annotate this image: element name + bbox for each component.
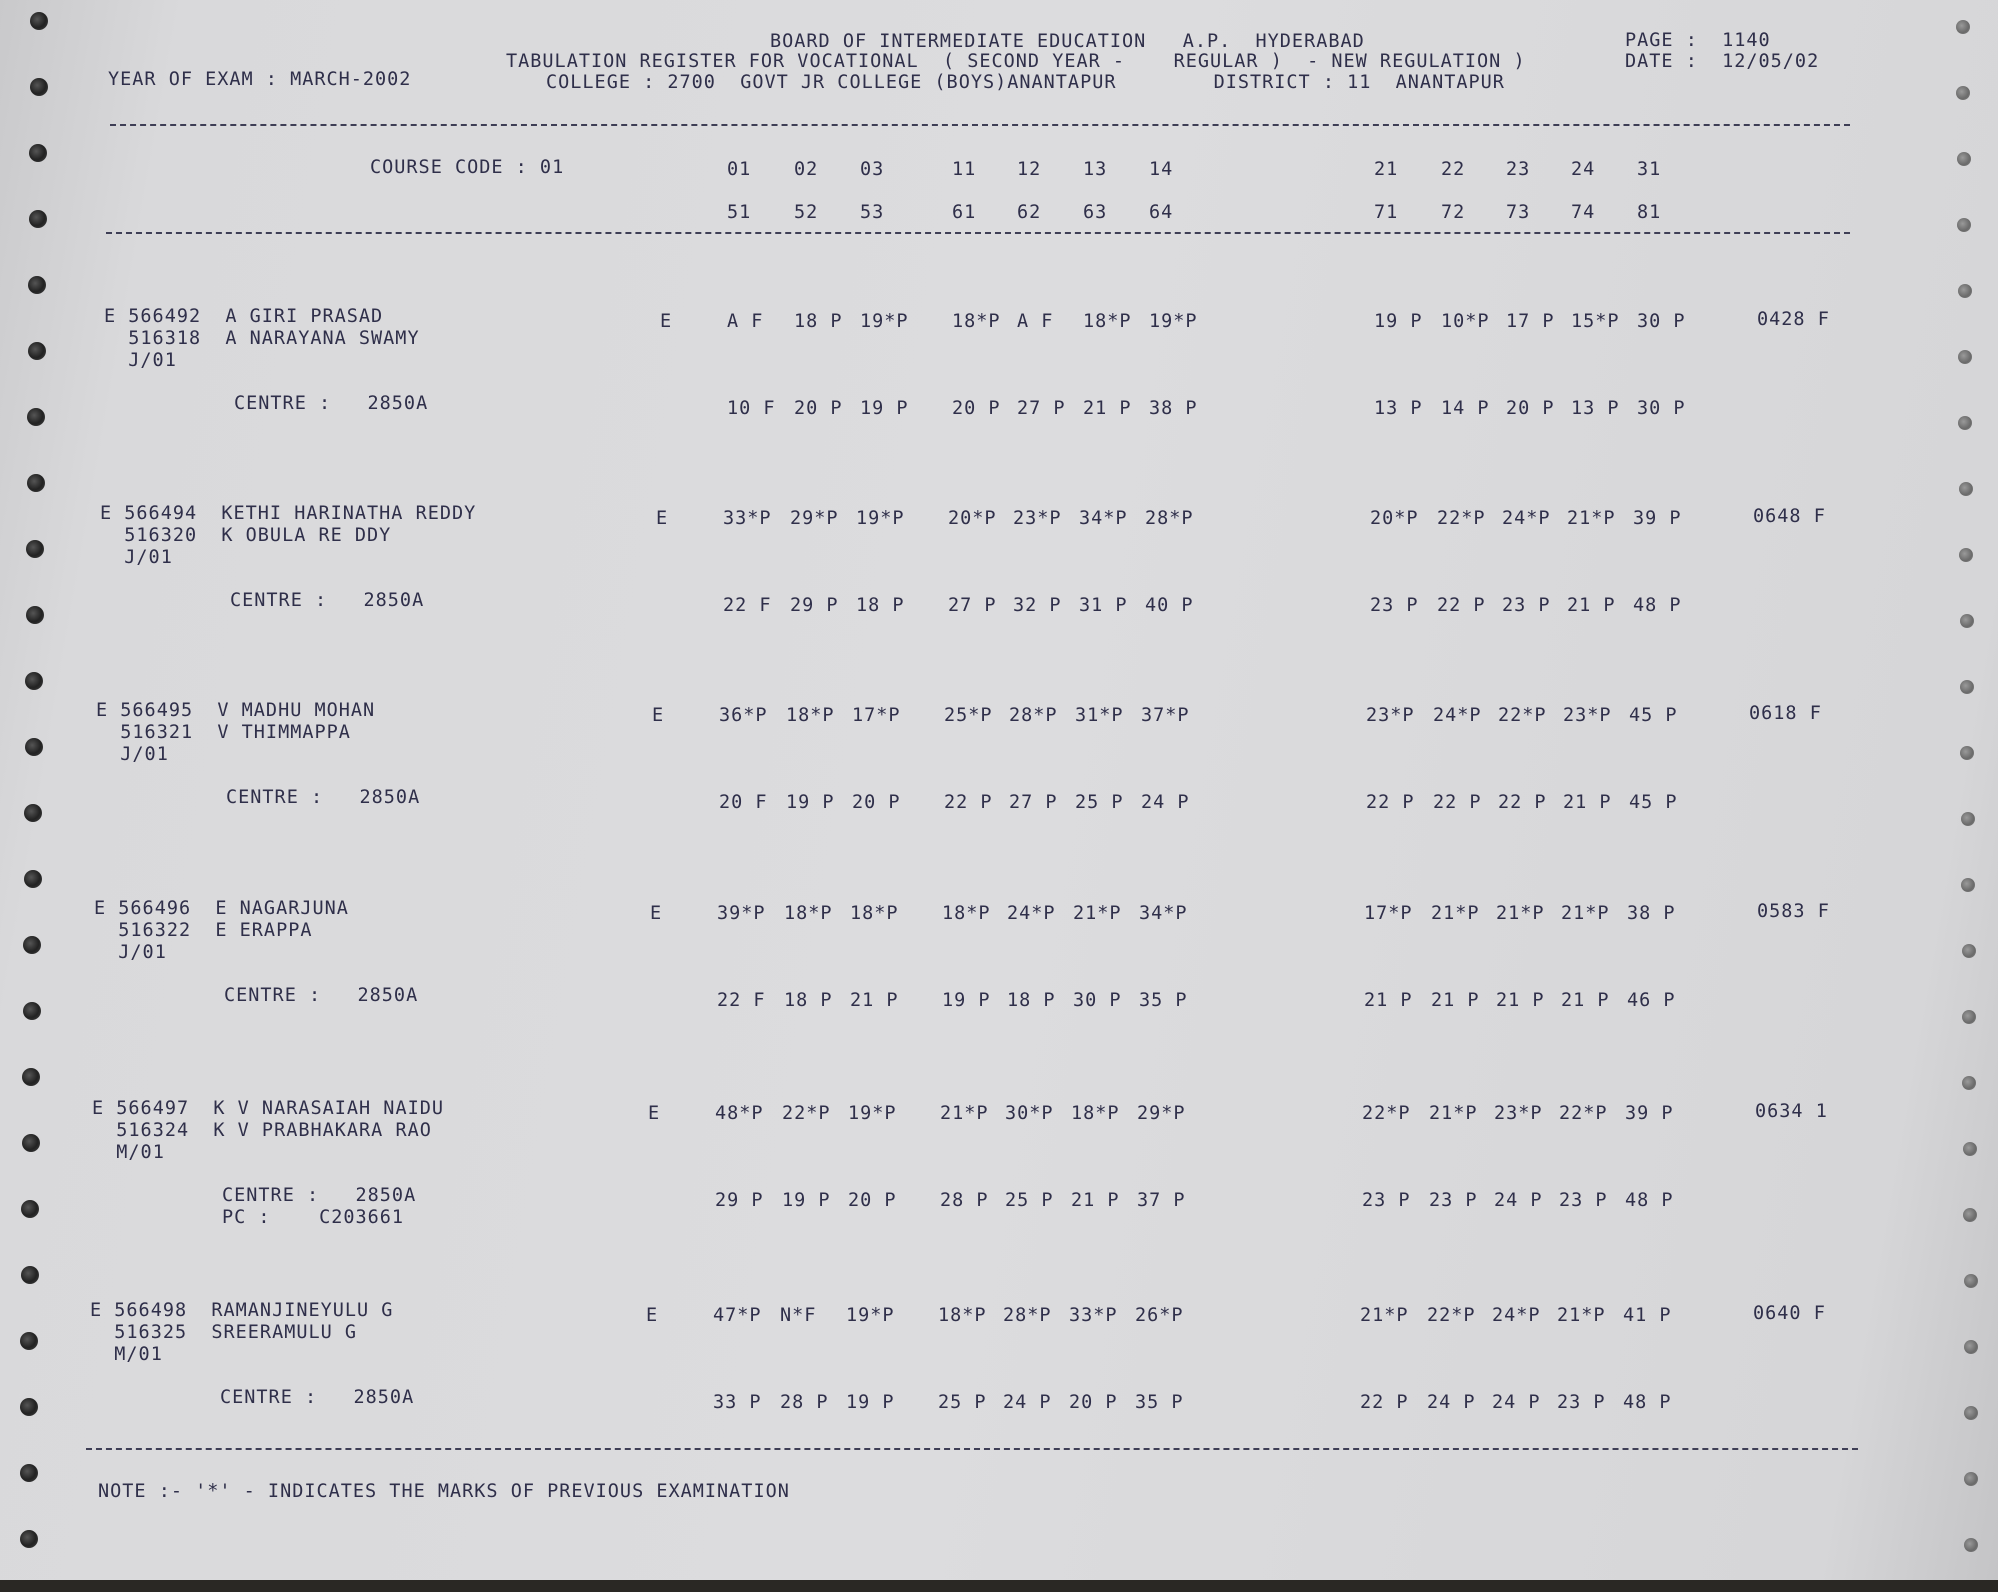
mark-cell: 18 P (794, 311, 843, 332)
feed-hole-right (1964, 1472, 1978, 1486)
mark-cell: 10*P (1441, 311, 1490, 332)
feed-hole-right (1964, 1274, 1978, 1288)
feed-hole-right (1957, 218, 1971, 232)
mark-cell: 13 P (1374, 398, 1423, 419)
feed-hole-right (1963, 1208, 1977, 1222)
total-result: 0648 F (1753, 506, 1826, 527)
mark-cell: 21 P (1083, 398, 1132, 419)
feed-hole-right (1962, 944, 1976, 958)
medium-code: E (650, 903, 663, 924)
pc-code: PC : C203661 (222, 1207, 405, 1228)
mark-cell: 18*P (938, 1305, 987, 1326)
total-result: 0634 1 (1755, 1101, 1828, 1122)
mark-cell: 19*P (1149, 311, 1198, 332)
medium-code: E (646, 1305, 659, 1326)
mark-cell: 33*P (1069, 1305, 1118, 1326)
mark-cell: 36*P (719, 705, 768, 726)
father-name-line: 516318 A NARAYANA SWAMY (104, 328, 420, 349)
mark-cell: 21*P (1073, 903, 1122, 924)
mark-cell: 33*P (723, 508, 772, 529)
mark-cell: 25 P (938, 1392, 987, 1413)
page-number: PAGE : 1140 (1625, 30, 1771, 51)
centre-code: CENTRE : 2850A (234, 393, 429, 414)
subject-code: 62 (1017, 202, 1042, 223)
mark-cell: 21 P (1561, 990, 1610, 1011)
mark-cell: 22*P (1427, 1305, 1476, 1326)
feed-hole-left (23, 936, 41, 954)
college-district-line: COLLEGE : 2700 GOVT JR COLLEGE (BOYS)ANANTAPUR DISTRICT : 11 ANANTAPUR (546, 72, 1505, 93)
feed-hole-left (20, 1332, 38, 1350)
mark-cell: 21*P (1360, 1305, 1409, 1326)
mark-cell: 20 P (1506, 398, 1555, 419)
mark-cell: 40 P (1145, 595, 1194, 616)
father-name-line: 516324 K V PRABHAKARA RAO (92, 1120, 432, 1141)
father-name-line: 516321 V THIMMAPPA (96, 722, 351, 743)
mark-cell: 23 P (1559, 1190, 1608, 1211)
mark-cell: 21*P (1429, 1103, 1478, 1124)
feed-hole-right (1964, 1406, 1978, 1420)
subject-code: 22 (1441, 159, 1466, 180)
mark-cell: 17*P (852, 705, 901, 726)
feed-hole-left (21, 1200, 39, 1218)
candidate-line: E 566495 V MADHU MOHAN (96, 700, 376, 721)
feed-hole-left (29, 210, 47, 228)
subject-code: 63 (1083, 202, 1108, 223)
course-code-label: COURSE CODE : 01 (370, 157, 565, 178)
mark-cell: 19 P (786, 792, 835, 813)
subject-code: 81 (1637, 202, 1662, 223)
feed-hole-right (1956, 86, 1970, 100)
mark-cell: 28 P (940, 1190, 989, 1211)
feed-hole-right (1963, 1142, 1977, 1156)
mark-cell: 39 P (1625, 1103, 1674, 1124)
mark-cell: 23 P (1362, 1190, 1411, 1211)
mark-cell: 22*P (1559, 1103, 1608, 1124)
feed-hole-left (26, 540, 44, 558)
mark-cell: 23*P (1366, 705, 1415, 726)
candidate-line: E 566494 KETHI HARINATHA REDDY (100, 503, 477, 524)
mark-cell: 18*P (1071, 1103, 1120, 1124)
mark-cell: 20 P (848, 1190, 897, 1211)
mark-cell: 37 P (1137, 1190, 1186, 1211)
feed-hole-left (28, 276, 46, 294)
mark-cell: 23 P (1370, 595, 1419, 616)
mark-cell: 23*P (1563, 705, 1612, 726)
mark-cell: 19*P (856, 508, 905, 529)
mark-cell: 45 P (1629, 792, 1678, 813)
mark-cell: 19 P (1374, 311, 1423, 332)
centre-code: CENTRE : 2850A (230, 590, 425, 611)
mark-cell: 24*P (1007, 903, 1056, 924)
centre-code: CENTRE : 2850A (226, 787, 421, 808)
mark-cell: 22*P (782, 1103, 831, 1124)
mark-cell: 21 P (1563, 792, 1612, 813)
mark-cell: 35 P (1139, 990, 1188, 1011)
mark-cell: 22 P (1360, 1392, 1409, 1413)
mark-cell: 20 P (1069, 1392, 1118, 1413)
centre-code: CENTRE : 2850A (222, 1185, 417, 1206)
mark-cell: 29*P (790, 508, 839, 529)
mark-cell: 18 P (856, 595, 905, 616)
mark-cell: 27 P (1009, 792, 1058, 813)
mark-cell: 25*P (944, 705, 993, 726)
subject-code: 73 (1506, 202, 1531, 223)
subject-code: 11 (952, 159, 977, 180)
group-code: J/01 (100, 547, 173, 568)
footnote: NOTE :- '*' - INDICATES THE MARKS OF PREVIOUS EXAMINATION (98, 1481, 790, 1502)
mark-cell: 31 P (1079, 595, 1128, 616)
mark-cell: 24*P (1492, 1305, 1541, 1326)
mark-cell: 19 P (860, 398, 909, 419)
subject-code: 61 (952, 202, 977, 223)
subject-code: 53 (860, 202, 885, 223)
mark-cell: 22 P (1433, 792, 1482, 813)
subject-code: 21 (1374, 159, 1399, 180)
medium-code: E (656, 508, 669, 529)
mark-cell: 22 F (723, 595, 772, 616)
mark-cell: 24 P (1003, 1392, 1052, 1413)
subject-code: 13 (1083, 159, 1108, 180)
centre-code: CENTRE : 2850A (220, 1387, 415, 1408)
feed-hole-left (30, 78, 48, 96)
mark-cell: 22 P (1437, 595, 1486, 616)
mark-cell: 20 P (852, 792, 901, 813)
mark-cell: 23 P (1429, 1190, 1478, 1211)
course-header-rule (106, 232, 1850, 234)
mark-cell: 22 F (717, 990, 766, 1011)
group-code: M/01 (92, 1142, 165, 1163)
subject-code: 64 (1149, 202, 1174, 223)
mark-cell: 20 F (719, 792, 768, 813)
feed-hole-left (26, 606, 44, 624)
mark-cell: 21*P (1557, 1305, 1606, 1326)
subject-code: 02 (794, 159, 819, 180)
mark-cell: 28*P (1145, 508, 1194, 529)
feed-hole-left (20, 1530, 38, 1548)
mark-cell: 33 P (713, 1392, 762, 1413)
mark-cell: 24 P (1492, 1392, 1541, 1413)
candidate-line: E 566498 RAMANJINEYULU G (90, 1300, 394, 1321)
mark-cell: 31*P (1075, 705, 1124, 726)
subject-code: 03 (860, 159, 885, 180)
mark-cell: 23 P (1557, 1392, 1606, 1413)
mark-cell: 22*P (1362, 1103, 1411, 1124)
feed-hole-right (1959, 548, 1973, 562)
feed-hole-right (1958, 416, 1972, 430)
mark-cell: 13 P (1571, 398, 1620, 419)
feed-hole-right (1960, 746, 1974, 760)
mark-cell: 29 P (715, 1190, 764, 1211)
mark-cell: A F (727, 311, 764, 332)
mark-cell: 21 P (1496, 990, 1545, 1011)
mark-cell: 14 P (1441, 398, 1490, 419)
subject-code: 31 (1637, 159, 1662, 180)
feed-hole-left (30, 12, 48, 30)
year-of-exam: YEAR OF EXAM : MARCH-2002 (108, 69, 412, 90)
group-code: J/01 (94, 942, 167, 963)
page-bottom-edge (0, 1580, 1998, 1592)
mark-cell: 22*P (1437, 508, 1486, 529)
subject-code: 12 (1017, 159, 1042, 180)
mark-cell: 15*P (1571, 311, 1620, 332)
mark-cell: 29*P (1137, 1103, 1186, 1124)
mark-cell: 21*P (1431, 903, 1480, 924)
mark-cell: A F (1017, 311, 1054, 332)
mark-cell: 21*P (1496, 903, 1545, 924)
feed-hole-right (1960, 680, 1974, 694)
mark-cell: 18*P (1083, 311, 1132, 332)
feed-hole-right (1962, 1076, 1976, 1090)
mark-cell: 19 P (846, 1392, 895, 1413)
feed-hole-right (1961, 812, 1975, 826)
feed-hole-left (24, 870, 42, 888)
mark-cell: 18*P (850, 903, 899, 924)
mark-cell: 21 P (1364, 990, 1413, 1011)
mark-cell: 17 P (1506, 311, 1555, 332)
mark-cell: 45 P (1629, 705, 1678, 726)
mark-cell: 22 P (944, 792, 993, 813)
mark-cell: 27 P (948, 595, 997, 616)
feed-hole-left (22, 1134, 40, 1152)
feed-hole-left (22, 1068, 40, 1086)
mark-cell: 21*P (940, 1103, 989, 1124)
mark-cell: 24*P (1502, 508, 1551, 529)
mark-cell: N*F (780, 1305, 817, 1326)
mark-cell: 34*P (1079, 508, 1128, 529)
feed-hole-right (1961, 878, 1975, 892)
subject-code: 72 (1441, 202, 1466, 223)
mark-cell: 10 F (727, 398, 776, 419)
mark-cell: 20*P (948, 508, 997, 529)
board-title: BOARD OF INTERMEDIATE EDUCATION A.P. HYDERABAD (770, 31, 1365, 52)
mark-cell: 18 P (1007, 990, 1056, 1011)
group-code: J/01 (104, 350, 177, 371)
mark-cell: 46 P (1627, 990, 1676, 1011)
mark-cell: 32 P (1013, 595, 1062, 616)
footer-rule (86, 1448, 1858, 1450)
feed-hole-left (27, 474, 45, 492)
mark-cell: 20 P (952, 398, 1001, 419)
mark-cell: 18 P (784, 990, 833, 1011)
mark-cell: 24*P (1433, 705, 1482, 726)
feed-hole-right (1964, 1538, 1978, 1552)
subject-code: 52 (794, 202, 819, 223)
mark-cell: 21 P (1431, 990, 1480, 1011)
feed-hole-left (24, 804, 42, 822)
mark-cell: 24 P (1141, 792, 1190, 813)
mark-cell: 24 P (1427, 1392, 1476, 1413)
total-result: 0583 F (1757, 901, 1830, 922)
feed-hole-left (20, 1398, 38, 1416)
print-date: DATE : 12/05/02 (1625, 51, 1820, 72)
candidate-line: E 566492 A GIRI PRASAD (104, 306, 384, 327)
total-result: 0618 F (1749, 703, 1822, 724)
mark-cell: 47*P (713, 1305, 762, 1326)
subject-code: 14 (1149, 159, 1174, 180)
mark-cell: 25 P (1075, 792, 1124, 813)
feed-hole-left (20, 1464, 38, 1482)
mark-cell: 23 P (1502, 595, 1551, 616)
feed-hole-right (1964, 1340, 1978, 1354)
feed-hole-right (1958, 350, 1972, 364)
mark-cell: 39*P (717, 903, 766, 924)
feed-hole-left (21, 1266, 39, 1284)
centre-code: CENTRE : 2850A (224, 985, 419, 1006)
medium-code: E (648, 1103, 661, 1124)
mark-cell: 20 P (794, 398, 843, 419)
mark-cell: 30 P (1637, 311, 1686, 332)
mark-cell: 18*P (786, 705, 835, 726)
father-name-line: 516322 E ERAPPA (94, 920, 313, 941)
header-rule (110, 124, 1850, 126)
medium-code: E (660, 311, 673, 332)
feed-hole-right (1960, 614, 1974, 628)
mark-cell: 18*P (942, 903, 991, 924)
feed-hole-right (1956, 20, 1970, 34)
mark-cell: 30 P (1073, 990, 1122, 1011)
mark-cell: 22 P (1366, 792, 1415, 813)
mark-cell: 19*P (846, 1305, 895, 1326)
subject-code: 23 (1506, 159, 1531, 180)
mark-cell: 26*P (1135, 1305, 1184, 1326)
subject-code: 71 (1374, 202, 1399, 223)
mark-cell: 34*P (1139, 903, 1188, 924)
group-code: J/01 (96, 744, 169, 765)
mark-cell: 38 P (1149, 398, 1198, 419)
mark-cell: 19*P (848, 1103, 897, 1124)
mark-cell: 28*P (1009, 705, 1058, 726)
subject-code: 51 (727, 202, 752, 223)
feed-hole-left (29, 144, 47, 162)
feed-hole-right (1962, 1010, 1976, 1024)
medium-code: E (652, 705, 665, 726)
feed-hole-left (25, 672, 43, 690)
mark-cell: 41 P (1623, 1305, 1672, 1326)
mark-cell: 37*P (1141, 705, 1190, 726)
mark-cell: 30 P (1637, 398, 1686, 419)
total-result: 0640 F (1753, 1303, 1826, 1324)
feed-hole-left (23, 1002, 41, 1020)
mark-cell: 28*P (1003, 1305, 1052, 1326)
feed-hole-left (27, 408, 45, 426)
group-code: M/01 (90, 1344, 163, 1365)
mark-cell: 48 P (1633, 595, 1682, 616)
mark-cell: 48*P (715, 1103, 764, 1124)
feed-hole-right (1958, 284, 1972, 298)
father-name-line: 516325 SREERAMULU G (90, 1322, 358, 1343)
mark-cell: 48 P (1625, 1190, 1674, 1211)
mark-cell: 48 P (1623, 1392, 1672, 1413)
mark-cell: 19 P (942, 990, 991, 1011)
father-name-line: 516320 K OBULA RE DDY (100, 525, 392, 546)
mark-cell: 21*P (1561, 903, 1610, 924)
mark-cell: 18*P (784, 903, 833, 924)
subject-code: 01 (727, 159, 752, 180)
mark-cell: 24 P (1494, 1190, 1543, 1211)
mark-cell: 25 P (1005, 1190, 1054, 1211)
mark-cell: 27 P (1017, 398, 1066, 419)
mark-cell: 39 P (1633, 508, 1682, 529)
feed-hole-right (1959, 482, 1973, 496)
candidate-line: E 566497 K V NARASAIAH NAIDU (92, 1098, 445, 1119)
total-result: 0428 F (1757, 309, 1830, 330)
mark-cell: 23*P (1013, 508, 1062, 529)
mark-cell: 30*P (1005, 1103, 1054, 1124)
mark-cell: 38 P (1627, 903, 1676, 924)
register-title: TABULATION REGISTER FOR VOCATIONAL ( SECOND YEAR - REGULAR ) - NEW REGULATION ) (506, 51, 1526, 72)
mark-cell: 23*P (1494, 1103, 1543, 1124)
subject-code: 74 (1571, 202, 1596, 223)
mark-cell: 19 P (782, 1190, 831, 1211)
mark-cell: 21 P (1567, 595, 1616, 616)
mark-cell: 20*P (1370, 508, 1419, 529)
feed-hole-left (28, 342, 46, 360)
subject-code: 24 (1571, 159, 1596, 180)
mark-cell: 19*P (860, 311, 909, 332)
mark-cell: 18*P (952, 311, 1001, 332)
feed-hole-right (1957, 152, 1971, 166)
mark-cell: 28 P (780, 1392, 829, 1413)
mark-cell: 35 P (1135, 1392, 1184, 1413)
candidate-line: E 566496 E NAGARJUNA (94, 898, 349, 919)
mark-cell: 22 P (1498, 792, 1547, 813)
mark-cell: 21 P (1071, 1190, 1120, 1211)
mark-cell: 17*P (1364, 903, 1413, 924)
mark-cell: 21*P (1567, 508, 1616, 529)
mark-cell: 29 P (790, 595, 839, 616)
mark-cell: 22*P (1498, 705, 1547, 726)
feed-hole-left (25, 738, 43, 756)
mark-cell: 21 P (850, 990, 899, 1011)
